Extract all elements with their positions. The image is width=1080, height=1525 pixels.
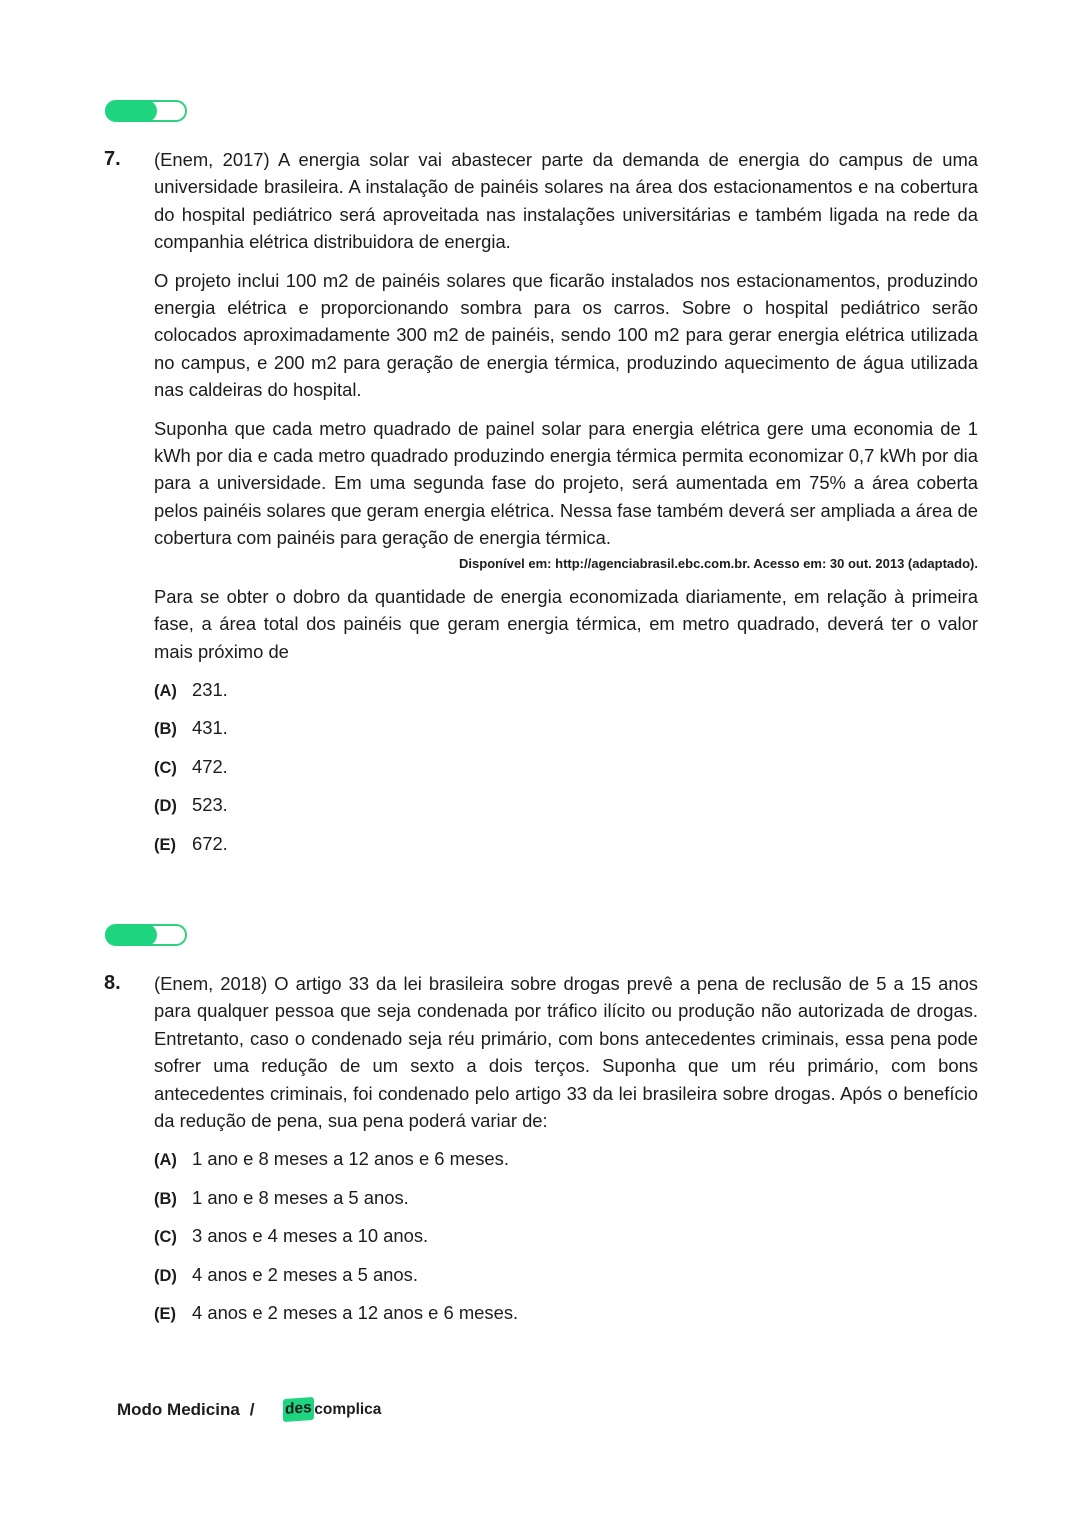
options-list bbox=[154, 676, 978, 869]
option-b[interactable] bbox=[154, 714, 978, 753]
option-a[interactable] bbox=[154, 1145, 978, 1184]
question-prompt: Para se obter o dobro da quantidade de energia economizada diariamente, em relação à primeira fase, a área total dos painéis que geram energia térmica, em metro quadrado, deverá ter o valor mais próximo de bbox=[154, 585, 978, 662]
logo-text: complica bbox=[314, 1400, 382, 1418]
question-paragraph: (Enem, 2018) O artigo 33 da lei brasileira sobre drogas prevê a pena de reclusão de 5 a 15 anos para qualquer pessoa que seja condenada por tráfico ilícito ou produção não autorizada de drogas. Entretanto, caso o condenado seja réu primário, com bons antecedentes criminais, essa pena pode sofrer uma redução de um sexto a dois terços. Suponha que um réu primário, com bons antecedentes criminais, foi condenado pelo artigo 33 da lei brasileira sobre drogas. Após o benefício da redução de pena, sua pena poderá variar de: bbox=[154, 973, 978, 1132]
question-paragraph: (Enem, 2017) A energia solar vai abastecer parte da demanda de energia do campus de uma universidade brasileira. A instalação de painéis solares na área dos estacionamentos e na cobertura do hospital pediátrico será aproveitada nas instalações universitárias e também ligada na rede da companhia elétrica distribuidora de energia. bbox=[154, 149, 978, 253]
question-7 bbox=[104, 146, 978, 868]
option-letter: (D) bbox=[154, 1266, 177, 1285]
question-number: 8. bbox=[104, 972, 121, 994]
logo-highlight: des bbox=[283, 1397, 314, 1422]
option-text: 672. bbox=[192, 832, 228, 854]
option-text: 1 ano e 8 meses a 5 anos. bbox=[192, 1186, 409, 1208]
option-d[interactable] bbox=[154, 791, 978, 830]
option-letter: (C) bbox=[154, 758, 177, 777]
footer-separator: / bbox=[249, 1399, 255, 1419]
progress-toggle-icon bbox=[105, 100, 187, 122]
question-paragraph: Suponha que cada metro quadrado de painel solar para energia elétrica gere uma economia de 1 kWh por dia e cada metro quadrado produzindo energia térmica permita economizar 0,7 kWh por dia para a universidade. Em uma segunda fase do projeto, será aumentada em 75% a área coberta pelos painéis solares que geram energia elétrica. Nessa fase também deverá ser ampliada a área de cobertura com painéis para geração de energia térmica. bbox=[154, 417, 978, 549]
option-c[interactable] bbox=[154, 1222, 978, 1261]
option-letter: (C) bbox=[154, 1228, 177, 1247]
option-text: 231. bbox=[192, 678, 228, 700]
option-text: 4 anos e 2 meses a 5 anos. bbox=[192, 1263, 418, 1285]
option-c[interactable] bbox=[154, 753, 978, 792]
option-text: 523. bbox=[192, 794, 228, 816]
option-letter: (A) bbox=[154, 681, 177, 700]
option-a[interactable] bbox=[154, 676, 978, 715]
footer-brand: Modo Medicina bbox=[117, 1399, 240, 1419]
option-text: 1 ano e 8 meses a 12 anos e 6 meses. bbox=[192, 1148, 509, 1170]
option-e[interactable] bbox=[154, 830, 978, 869]
option-text: 3 anos e 4 meses a 10 anos. bbox=[192, 1225, 429, 1247]
descomplica-logo bbox=[283, 1398, 382, 1421]
option-text: 472. bbox=[192, 755, 228, 777]
option-letter: (B) bbox=[154, 1189, 177, 1208]
option-letter: (A) bbox=[154, 1151, 177, 1170]
options-list bbox=[154, 1145, 978, 1338]
option-letter: (E) bbox=[154, 1305, 176, 1324]
source-citation: Disponível em: http://agenciabrasil.ebc.com.br. Acesso em: 30 out. 2013 (adaptado). bbox=[459, 555, 978, 571]
progress-toggle-icon bbox=[105, 924, 187, 946]
option-text: 4 anos e 2 meses a 12 anos e 6 meses. bbox=[192, 1302, 519, 1324]
option-d[interactable] bbox=[154, 1261, 978, 1300]
option-e[interactable] bbox=[154, 1299, 978, 1338]
option-b[interactable] bbox=[154, 1184, 978, 1223]
option-letter: (E) bbox=[154, 835, 176, 854]
question-8 bbox=[104, 970, 978, 1338]
option-letter: (B) bbox=[154, 720, 177, 739]
question-paragraph: O projeto inclui 100 m2 de painéis solares que ficarão instalados nos estacionamentos, produzindo energia elétrica e proporcionando sombra para os carros. Sobre o hospital pediátrico serão colocados aproximadamente 300 m2 de painéis, sendo 100 m2 para gerar energia elétrica utilizada no campus, e 200 m2 para geração de energia térmica, produzindo aquecimento de água utilizada nas caldeiras do hospital. bbox=[154, 269, 978, 401]
option-letter: (D) bbox=[154, 797, 177, 816]
page-footer bbox=[117, 1398, 381, 1421]
question-number: 7. bbox=[104, 148, 121, 170]
option-text: 431. bbox=[192, 717, 228, 739]
